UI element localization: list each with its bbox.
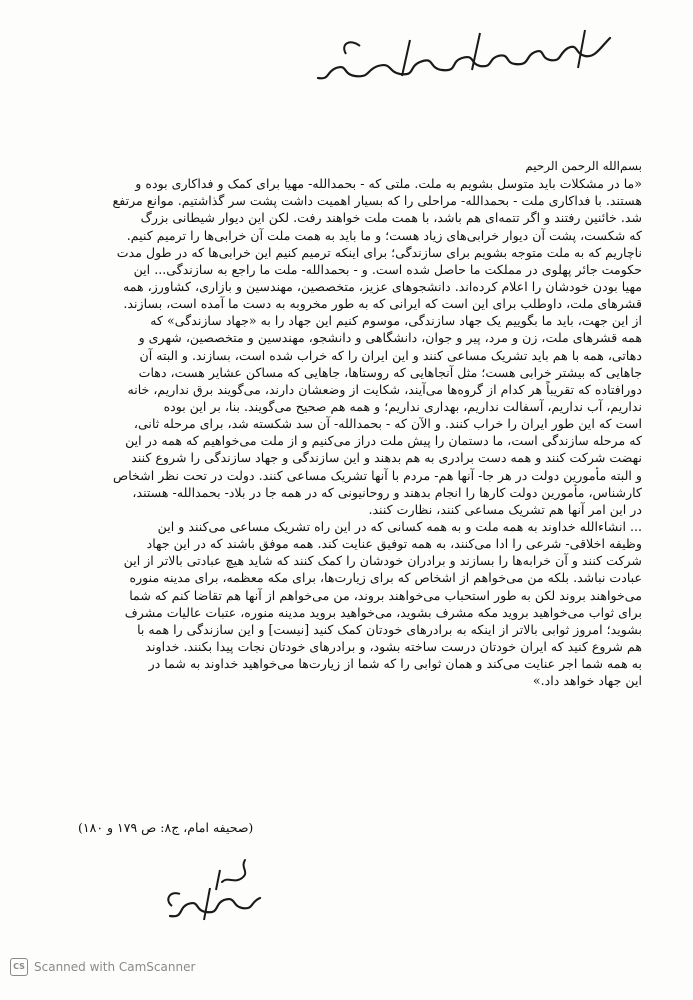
text-line: ... انشاءالله خداوند به همه ملت و به همه کسانی که در این راه تشریک مساعی می‌کنند و این xyxy=(157,518,642,534)
scanner-label: Scanned with CamScanner xyxy=(34,960,196,974)
text-line: هم شروع کنید که ایران خودتان درست ساخته بشود، و برادرهای خودتان نجات پیدا بکنند. خداوند xyxy=(145,638,642,654)
text-line: در این امر آنها هم تشریک مساعی کنند، نظارت کنند. xyxy=(368,501,642,517)
text-line: که مرحله سازندگی است، ما دستمان را پیش ملت دراز می‌کنیم و از ملت می‌خواهیم که همه در این xyxy=(125,433,642,449)
text-line: برای ثواب می‌خواهید بروید مکه مشرف بشوید، می‌خواهید بروید مدینه منوره، عتبات عالیات مشرف xyxy=(124,604,642,620)
text-line: وظیفه اخلاقی- شرعی را ادا می‌کنند، به همه توفیق عنایت کند. همه موفق باشند که در این جهاد xyxy=(146,536,642,552)
text-line: نداریم، آب نداریم، آسفالت نداریم، بهداری نداریم؛ و همه هم صحیح می‌گویند. بنا، بر این بوده xyxy=(163,398,642,414)
text-line: نهضت شرکت کنند و همه دست برادری به هم بدهند و این سازندگی و جهاد سازندگی را شروع کنند xyxy=(131,450,642,466)
text-line: ناچاریم که به ملت متوجه بشویم برای سازندگی؛ برای اینکه ترمیم کنیم این خرابی‌ها که در طول مدت xyxy=(116,244,642,260)
text-line: حکومت جائر پهلوی در مملکت ما حاصل شده است. و - بحمدالله- ملت ما راجع به سازندگی... این xyxy=(133,261,642,277)
text-line: شرکت کنند و آن خرابه‌ها را بسازند و برادران خودشان را کمک کنند که شاید هیچ عبادتی بالاتر از این xyxy=(123,553,642,569)
text-line: «ما در مشکلات باید متوسل بشویم به ملت. ملتی که - بحمدالله- مهیا برای کمک و فداکاری بوده و xyxy=(135,176,642,192)
text-line: هستند. با فداکاری ملت - بحمدالله- مراحلی را که بسیار اهمیت داشت پشت سر گذاشتیم. موانع مرتفع xyxy=(112,193,642,209)
text-line: شد. خائنین رفتند و اگر تتمه‌ای هم باشد، با همت ملت خواهند رفت. لکن این دیوار شیطانی بزرگ xyxy=(140,210,642,226)
text-line: بشوید؛ امروز ثوابی بالاتر از اینکه به برادرهای خودتان کمک کنید [نیست] و این سازندگی را همه با xyxy=(137,621,642,637)
text-line: دهاتی، همه با هم باید تشریک مساعی کنند و این ایران را که خراب شده است، بسازند. و البته آن xyxy=(139,347,642,363)
text-line: به همه شما اجر عنایت می‌کند و همان ثوابی را که شما از زیارت‌ها می‌خواهید خداوند به شما در xyxy=(148,656,642,672)
text-line: مهیا بودن خودشان را اعلام کرده‌اند. دانشجوهای عزیز، متخصصین، مهندسین و بازاری، کشاورز، همه xyxy=(122,278,642,294)
speech-text xyxy=(70,158,642,689)
text-line: قشرهای ملت، داوطلب برای این است که ایرانی که به طور مخروبه به دست ما آمده است، بسازند. xyxy=(123,296,642,312)
camscanner-logo-icon: CS xyxy=(10,958,28,976)
text-line: است که این طور ایران را خراب کنند. و الآن که - بحمدالله- آن سد شکسته شد، برای مرحله ثانی، xyxy=(133,416,642,432)
text-line: عبادت نباشد. بلکه من می‌خواهم از اشخاص که برای زیارت‌ها، برای مکه معظمه، برای مدینه منوره xyxy=(129,570,642,586)
text-line: جاهایی که بیشتر خرابی هست؛ مثل آنجاهایی که روستاها، جاهایی که مساکن عشایر هست، دهات xyxy=(138,364,642,380)
text-line: و البته مأمورین دولت در هر جا- آنها هم- مردم با آنها تشریک مساعی کنند. دولت در تحت نظر اشخاص xyxy=(112,467,642,483)
text-line: دورافتاده که تقریباً هر کدام از گروه‌ها می‌آیند، شکایت از وضعشان دارند، می‌گویند برق نداریم، خانه xyxy=(127,381,642,397)
heading-line: بسم‌الله الرحمن الرحيم xyxy=(525,159,642,173)
text-line: کارشناس، مأمورین دولت کارها را انجام بدهند و روحانیونی که در همه جا در بلاد- بحمدالله- هستند، xyxy=(132,484,642,500)
source-citation: (صحیفه امام، ج۸: ص ۱۷۹ و ۱۸۰) xyxy=(78,820,254,835)
text-line: می‌خواهند بروند لکن به طور استحباب می‌خواهند بروند، من می‌خواهم از آنها هم تقاضا کنم که شما xyxy=(129,587,642,603)
scanner-watermark xyxy=(10,957,195,977)
handwritten-signature xyxy=(150,850,270,930)
text-line: از این جهت، باید ما بگوییم یک جهاد سازندگی، موسوم کنیم این جهاد را به «جهاد سازندگی» که xyxy=(150,313,642,329)
text-line: که شکست، پشت آن دیوار خرابی‌های زیاد هست؛ و ما باید به همت ملت آن خرابی‌ها را ترمیم کنیم. xyxy=(126,227,642,243)
handwritten-basmala xyxy=(300,18,620,88)
text-line: همه قشرهای ملت، زن و مرد، پیر و جوان، دانشگاهی و دانشجو، مهندسین و متخصصین، شهری و xyxy=(138,330,642,346)
text-line: این جهاد خواهد داد.» xyxy=(532,673,642,689)
